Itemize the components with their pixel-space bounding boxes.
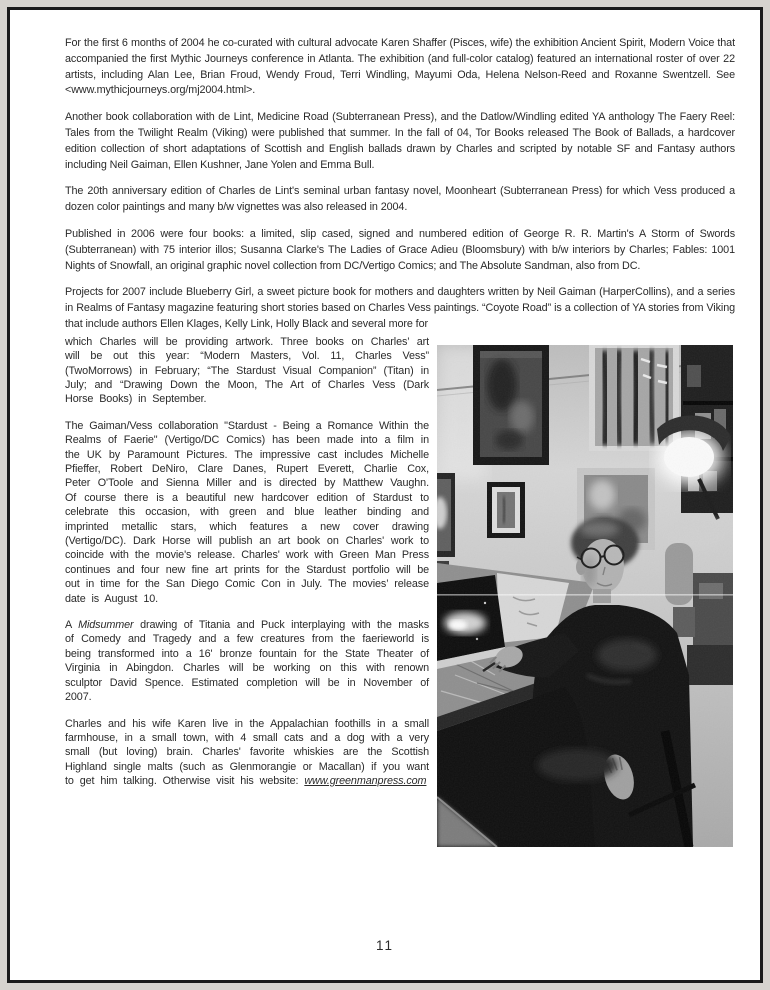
page-number: 11 (375, 938, 394, 953)
paragraph-2004-exhibition: For the first 6 months of 2004 he co-curated with cultural advocate Karen Shaffer (Pisces, wife) the exhibition Ancient Spirit, Modern Voice that accompanied the first Mythic Journeys conference in Atlanta. The exhibition (and full-color catalog) featured an international roster of over 22 artists, including Alan Lee, Brian Froud, Wendy Froud, Terri Windling, Mayumi Oda, Helena Nelson-Reed and Roxanne Swentzell. See <www.mythicjourneys.org/mj2004.html>. (65, 37, 735, 97)
studio-photo-illustration (437, 345, 733, 847)
paragraph-midsummer-fountain (65, 618, 429, 704)
paragraph-text: drawing of Titania and Puck interplaying with the masks of Comedy and Tragedy and a few creatures from the faerieworld is being transformed into a 16' bronze fountain for the State Theater of Virginia in Abingdon. Charles will be working on this with renown sculptor David Spence. Estimated completion will be in November of 2007. (65, 619, 430, 704)
paragraph-personal-life (65, 717, 429, 789)
paragraph-moonheart: The 20th anniversary edition of Charles de Lint's seminal urban fantasy novel, Moonheart (Subterranean Press) for which Vess produced a dozen color paintings and many b/w vignettes was also released in 2004. (65, 185, 735, 214)
paragraph-stardust-film: The Gaiman/Vess collaboration "Stardust - Being a Romance Within the Realms of Faerie" (Vertigo/DC Comics) has been made into a film in the UK by Paramount Pictures. The impressive cast includes Michelle Pfieffer, Robert DeNiro, Clare Danes, Rupert Everett, Charlie Cox, Peter O'Toole and Sienna Miller and is directed by Matthew Vaughn. Of course there is a beautiful new hardcover edition of Stardust to celebrate this occasion, with green and blue leather binding and imprinted metallic stars, which features a new cover drawing (Vertigo/DC). Dark Horse will publish an art book on Charles' work to coincide with the movie's release. Charles' work with Green Man Press continues and four new fine art prints for the Stardust portfolio will be out in time for the San Diego Comic Con in July. The movies’ release date is August 10. (65, 419, 429, 605)
paragraph-2004-books: Another book collaboration with de Lint, Medicine Road (Subterranean Press), and the Datlow/Windling edited YA anthology The Faery Reel: Tales from the Twilight Realm (Viking) were published that summer. In the fall of 04, Tor Books released The Book of Ballads, a hardcover edition collection of short adaptations of Scottish and English ballads drawn by Charles and scripted by notable SF and Fantasy authors including Neil Gaiman, Ellen Kushner, Jane Yolen and Emma Bull. (65, 111, 735, 171)
document-page (7, 7, 763, 983)
paragraph-text: A (65, 619, 79, 632)
studio-photo (437, 345, 733, 847)
midsummer-italic: Midsummer (78, 619, 134, 632)
photo-grain-overlay (437, 345, 733, 847)
paragraph-text: Charles and his wife Karen live in the Appalachian foothills in a small farmhouse, in a small town, with 4 small cats and a dog with a very small (but loving) brain. Charles' favorite whiskies are the Scottish Highland single malts (such as Glenmorangie or Macallan) if you want to get him talking. Otherwise visit his website: (65, 717, 429, 788)
paragraph-2007-projects-continued: which Charles will be providing artwork. Three books on Charles’ art will be out this year: “Modern Masters, Vol. 11, Charles Vess” (TwoMorrows) in February; “The Stardust Visual Companion” (Titan) in July; and “Drawing Down the Moon, The Art of Charles Vess (Dark Horse Books) in September. (65, 335, 429, 406)
website-link[interactable]: www.greenmanpress.com (304, 775, 427, 788)
paragraph-2006-books: Published in 2006 were four books: a limited, slip cased, signed and numbered edition of George R. R. Martin's A Storm of Swords (Subterranean) with 75 interior illos; Susanna Clarke's The Ladies of Grace Adieu (Bloomsbury) with b/w interiors by Charles; Fables: 1001 Nights of Snowfall, an original graphic novel collection from DC/Vertigo Comics; and The Absolute Sandman, also from DC. (65, 227, 735, 272)
paragraph-2007-projects-intro: Projects for 2007 include Blueberry Girl, a sweet picture book for mothers and daughters written by Neil Gaiman (HarperCollins), and a series in Realms of Fantasy magazine featuring short stories based on Charles Vess paintings. “Coyote Road” is a collection of YA stories from Viking that include authors Ellen Klages, Kelly Link, Holly Black and several more for (65, 286, 735, 330)
